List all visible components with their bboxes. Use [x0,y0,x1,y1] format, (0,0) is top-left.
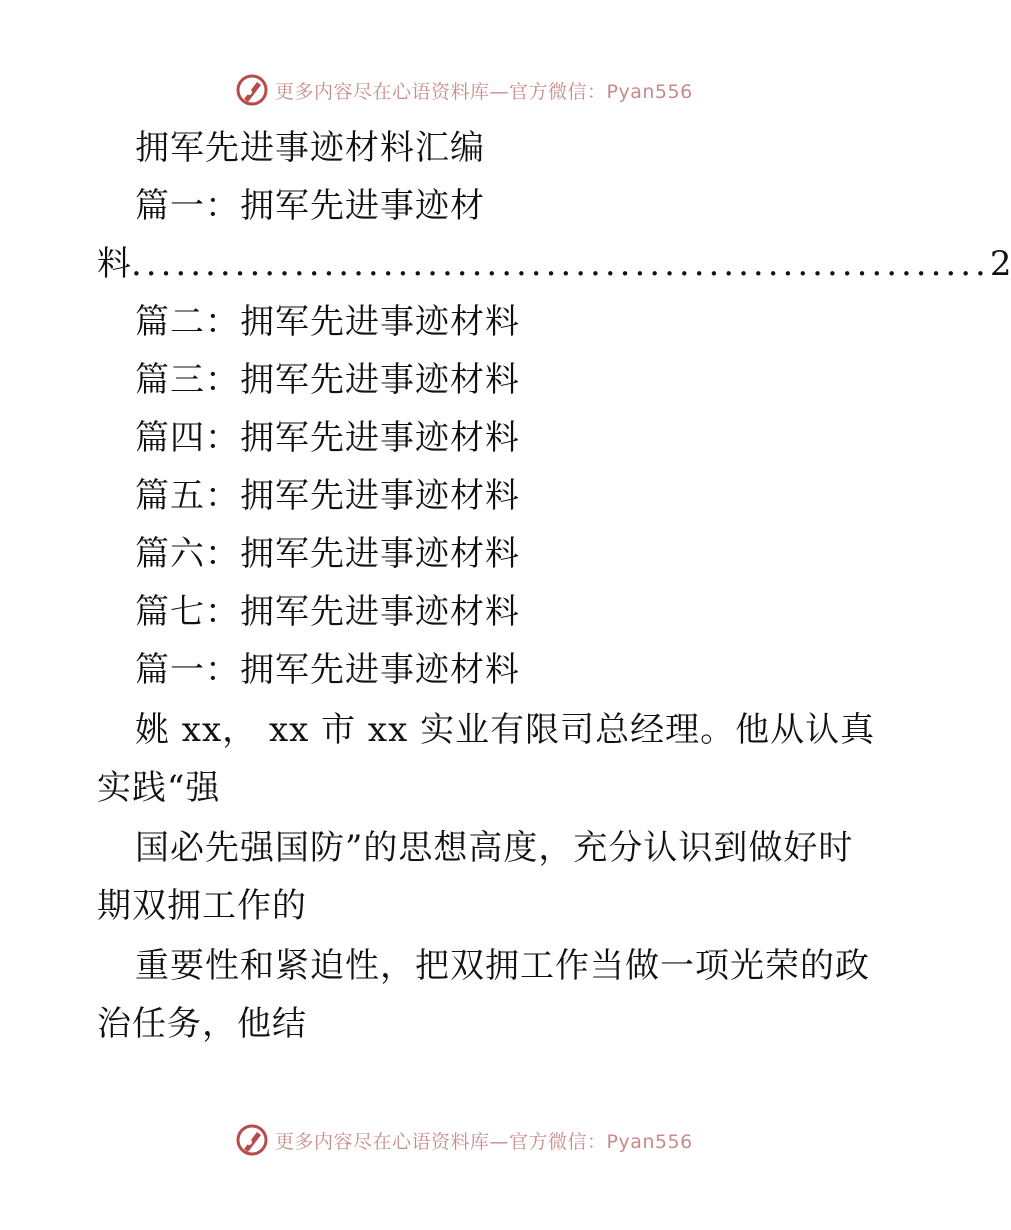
header-watermark-banner [0,70,950,110]
toc-item-4: 篇四：拥军先进事迹材料 [135,418,520,458]
toc-item-1-tail: 料 [97,244,131,284]
toc-item-1-continuation [97,244,1011,284]
watermark-text: 更多内容尽在心语资料库—官方微信：Pyan556 [275,80,693,103]
body-line-5: 重要性和紧迫性，把双拥工作当做一项光荣的政 [135,946,870,986]
body-line-1: 姚 xx， xx 市 xx 实业有限司总经理。他从认真 [135,710,876,750]
footer-watermark-banner [0,1120,950,1160]
body-line-4: 期双拥工作的 [97,886,307,926]
body-line-6: 治任务，他结 [97,1004,307,1044]
toc-item-3: 篇三：拥军先进事迹材料 [135,360,520,400]
toc-item-6: 篇六：拥军先进事迹材料 [135,534,520,574]
toc-item-2: 篇二：拥军先进事迹材料 [135,302,520,342]
toc-item-7: 篇七：拥军先进事迹材料 [135,592,520,632]
pen-logo-icon [235,73,269,107]
watermark-text: 更多内容尽在心语资料库—官方微信：Pyan556 [275,1130,693,1153]
toc-item-5: 篇五：拥军先进事迹材料 [135,476,520,516]
toc-item-1: 篇一：拥军先进事迹材 [135,186,485,226]
section-heading: 篇一：拥军先进事迹材料 [135,650,520,690]
toc-leader-dots: .......................................................... [131,244,990,284]
pen-logo-icon [235,1123,269,1157]
body-line-3: 国必先强国防”的思想高度，充分认识到做好时 [135,828,854,868]
doc-title: 拥军先进事迹材料汇编 [135,128,485,168]
toc-page-number: 2 [989,244,1011,284]
body-line-2: 实践“强 [97,768,221,808]
